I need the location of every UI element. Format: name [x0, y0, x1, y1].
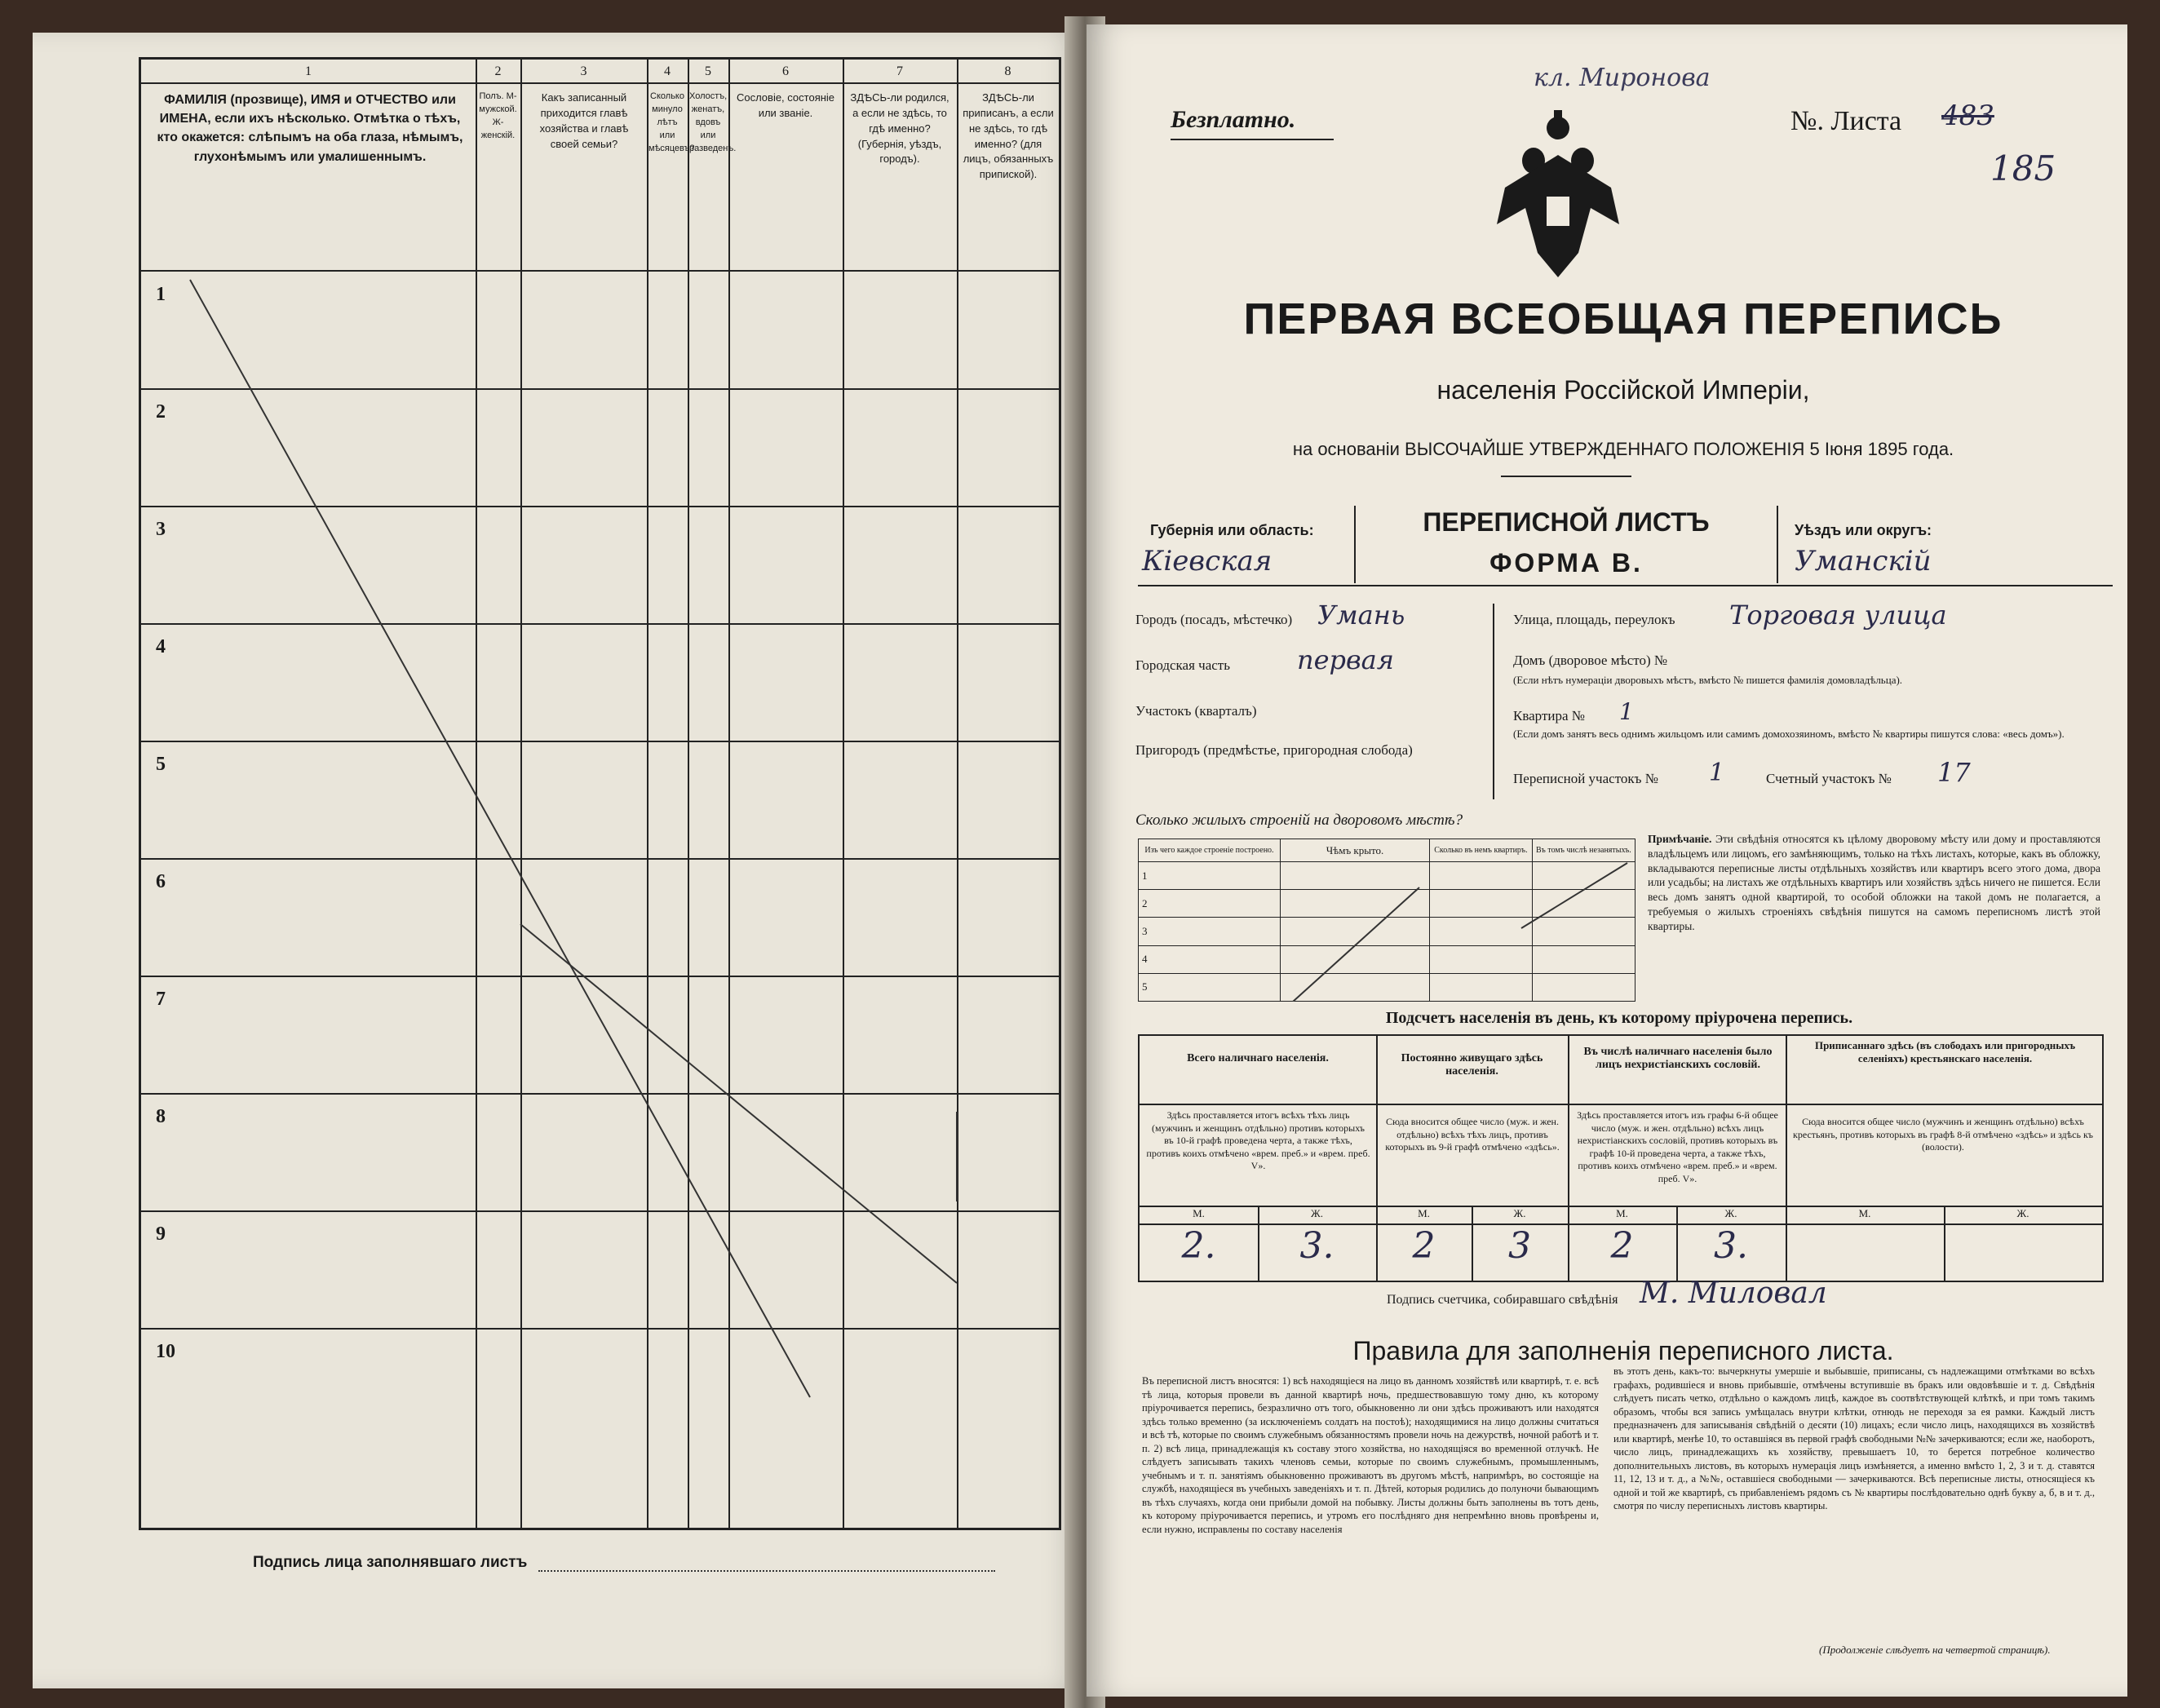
divider [1354, 506, 1356, 583]
free-label: Безплатно. [1171, 106, 1296, 133]
row-number-10: 10 [156, 1341, 175, 1362]
row-number-2: 2 [156, 401, 166, 423]
tally-value-non-christian-f: 3. [1714, 1225, 1748, 1267]
rules-title: Правила для заполненія переписного листа. [1352, 1336, 1894, 1365]
enumerator-signature: М. Миловал [1640, 1277, 1827, 1310]
buildings-label: Сколько жилыхъ строеній на дворовомъ мѣстѣ? [1135, 812, 1463, 829]
column-number-2: 2 [494, 64, 502, 78]
apartment-value: 1 [1619, 698, 1634, 725]
rules-continued: (Продолженіе слѣдуетъ на четвертой страницѣ). [1819, 1644, 2051, 1656]
buildings-row-3: 3 [1139, 918, 1281, 945]
note-title: Примѣчаніе. [1648, 833, 1712, 845]
tally-f-label-4: Ж. [2016, 1207, 2029, 1219]
column-header-age: Сколько минуло лѣтъ или мѣсяцевъ? [648, 91, 695, 153]
column-number-7: 7 [896, 64, 903, 78]
buildings-row-1: 1 [1139, 862, 1281, 890]
tally-sex-divider [1944, 1206, 1945, 1281]
row-number-7: 7 [156, 989, 166, 1010]
rules-column-2: въ этотъ день, какъ-то: вычеркнуты умершіе и выбывшіе, приписаны, съ надлежащими отмѣтками во всѣхъ графахъ, родившіеся и вновь прибывшіе, отмѣчены вступившіе въ бракъ или овдовѣвшіе и т. д. Свѣдѣнія слѣдуетъ писать четко, отдѣльно о каждомъ лицѣ, каждое въ соотвѣтствующей клѣткѣ, и при томъ такимъ образомъ, чтобы вся запись умѣщалась внутри клѣтки, отнюдь не переходя за ея рамки. Каждый листъ предназначенъ для записыванія свѣдѣній о десяти (10) лицахъ; если число лицъ, находящихся въ хозяйствѣ или квартирѣ, менѣе 10, то оставшіяся въ первой графѣ свободными №№ зачеркиваются; если же, наоборотъ, число лицъ, принадлежащихъ къ хозяйству, превышаетъ 10, то берется потребное количество дополнительныхъ листовъ, въ которыхъ нумерація лицъ измѣняется, а именно вмѣсто 1, 2, 3 и т. д. ставятся 11, 12, 13 и т. д., а №№, оставшіеся свободными — зачеркиваются. Всѣ переписные листы, относящіеся къ одной и той же квартирѣ, съ прибавленіемъ рядомъ съ № квартиры послѣдовательно однѣ букву а, б, в и т. д., смотря по числу переписныхъ листовъ квартиры. [1613, 1365, 2095, 1511]
tally-f-label-1: Ж. [1311, 1207, 1323, 1219]
tally-title: Подсчетъ населенія въ день, къ которому пріурочена перепись. [1385, 1009, 1853, 1027]
column-number-5: 5 [705, 64, 711, 78]
tally-f-label-2: Ж. [1513, 1207, 1526, 1219]
tally-header-non-christian: Въ числѣ наличнаго населенія было лицъ нехристіанскихъ сословій. [1583, 1046, 1773, 1071]
gubernia-value: Кіевская [1142, 545, 1273, 577]
row-number-9: 9 [156, 1223, 166, 1245]
imperial-eagle-emblem [1489, 110, 1627, 285]
location-band-bottom [1138, 585, 2113, 586]
column-header-relation: Какъ записанный приходится главѣ хозяйства и главѣ своей семьи? [539, 91, 629, 150]
census-section-label: Переписной участокъ № [1513, 771, 1658, 786]
tally-value-present-f: 3. [1299, 1225, 1335, 1267]
tally-note-peasant: Сюда вносится общее число (мужчинъ и женщинъ отдѣльно) всѣхъ крестьянъ, противъ которыхъ въ графѣ 8-й отмѣчено «здѣсь» и здѣсь къ (волости). [1793, 1116, 2093, 1153]
signature-label: Подпись лица заполнявшаго листъ [253, 1554, 528, 1571]
sheet-number-new: 185 [1990, 148, 2056, 188]
uezd-label: Уѣздъ или округъ: [1795, 522, 1932, 538]
buildings-strike-lines [1138, 839, 1635, 1002]
buildings-row-2: 2 [1139, 890, 1281, 918]
rules-column-1: Въ переписной листъ вносятся: 1) всѣ находящіеся на лицо въ данномъ хозяйствѣ или квартирѣ, т. е. всѣ тѣ лица, которыя провели въ данной квартирѣ ночь, предшествовавшую тому дню, къ которому пріурочивается перепись, безразлично отъ того, обыкновенно ли они здѣсь проживаютъ или находятся здѣсь только временно (за исключеніемъ солдатъ на постоѣ); находящимися на лицо должны считаться и всѣ тѣ, которые по своимъ служебнымъ обязанностямъ провели ночь на дежурствѣ, ночной работѣ и т. п. 2) всѣ лица, принадлежащія къ составу этого хозяйства, но находящіяся во временной отлучкѣ. Не слѣдуетъ записывать такихъ членовъ семьи, которые по своимъ служебнымъ, промышленнымъ, учебнымъ и т. п. занятіямъ обыкновенно проживаютъ въ другомъ мѣстѣ, напримѣръ, во состоящіе на службѣ, находящіеся въ учебныхъ заведеніяхъ и т. п. Дѣтей, которыя родились до полуночи бывающимъ въ тѣхъ случаяхъ, когда они прибыли домой на побывку. Листы должны быть заполнены въ тотъ день, къ которому пріурочивается перепись, и утромъ его послѣдняго дня непремѣнно вновь провѣрены и, если нужно, исправлены по составу населенія [1142, 1375, 1599, 1535]
suburb-label: Пригородъ (предмѣстье, пригородная слобода) [1135, 742, 1413, 758]
tally-divider [1786, 1036, 1787, 1281]
row-number-4: 4 [156, 636, 166, 657]
tally-value-permanent-f: 3 [1508, 1225, 1531, 1267]
row-number-3: 3 [156, 519, 166, 540]
buildings-row-4: 4 [1139, 945, 1281, 973]
document-title: ПЕРВАЯ ВСЕОБЩАЯ ПЕРЕПИСЬ [1243, 294, 2003, 343]
tally-note-present: Здѣсь проставляется итогъ всѣхъ тѣхъ лицъ (мужчинъ и женщинъ отдѣльно) противъ которыхъ въ 10-й графѣ проведена черта, а также тѣхъ, противъ коихъ отмѣчено «врем. преб.» и «врем. преб. V». [1146, 1109, 1370, 1172]
gubernia-label: Губернія или область: [1150, 522, 1314, 538]
divider [1493, 604, 1494, 799]
buildings-header-apartments: Сколько въ немъ квартиръ. [1430, 839, 1533, 862]
apartment-label: Квартира № [1513, 708, 1586, 723]
form-title-1: ПЕРЕПИСНОЙ ЛИСТЪ [1423, 507, 1710, 537]
street-value: Торговая улица [1729, 600, 1947, 631]
buildings-row-5: 5 [1139, 973, 1281, 1001]
signature-line [538, 1570, 995, 1572]
tally-note-permanent: Сюда вносится общее число (муж. и жен. отдѣльно) всѣхъ тѣхъ лицъ, противъ которыхъ въ 9-й графѣ отмѣчено «здѣсь». [1385, 1116, 1560, 1153]
tally-value-non-christian-m: 2 [1610, 1225, 1634, 1267]
column-header-birthplace: ЗДѢСЬ-ли родился, а если не здѣсь, то гдѣ именно? (Губернія, уѣздъ, городъ). [850, 91, 949, 166]
street-label: Улица, площадь, переулокъ [1513, 612, 1675, 627]
note-block [1648, 832, 2100, 934]
note-text: Эти свѣдѣнія относятся къ цѣлому дворовому мѣсту или дому и проставляются владѣльцемъ или лицомъ, его замѣняющимъ, только на тѣхъ листахъ, которые, какъ въ обложку, вкладываются переписные листы отдѣльныхъ хозяйствъ или квартиръ всего этого дома, двора или усадьбы; на листахъ же отдѣльныхъ квартиръ или хозяйствъ здѣсь ничего не пишется. Если весь домъ занятъ одной квартирой, то особой обложки на такой домъ не полагается, а требуемыя о жилыхъ строеніяхъ свѣдѣнія пишутся на самомъ переписномъ листѣ этой квартиры. [1648, 833, 2101, 932]
apartment-note: (Если домъ занятъ весь однимъ жильцомъ или самимъ домохозяиномъ, вмѣсто № квартиры пишутся слова: «весь домъ»). [1513, 728, 2065, 740]
count-section-value: 17 [1937, 757, 1971, 788]
free-underline [1171, 139, 1334, 140]
tally-m-label-3: М. [1616, 1207, 1628, 1219]
precinct-label: Участокъ (кварталъ) [1135, 703, 1257, 719]
tally-header-line [1140, 1104, 2102, 1105]
district-value: первая [1297, 644, 1394, 675]
form-title-2: ФОРМА В. [1489, 548, 1643, 577]
archive-note: кл. Миронова [1534, 64, 1711, 92]
column-number-6: 6 [782, 64, 789, 78]
sheet-number-label: №. Листа [1790, 106, 1902, 136]
column-number-8: 8 [1004, 64, 1011, 78]
column-header-registration: ЗДѢСЬ-ли приписанъ, а если не здѣсь, то гдѣ именно? (для лицъ, обязанныхъ припиской). [963, 91, 1054, 181]
census-table [139, 57, 1061, 1530]
city-value: Умань [1317, 600, 1405, 631]
column-header-name: ФАМИЛІЯ (прозвище), ИМЯ и ОТЧЕСТВО или ИМЕНА, если ихъ нѣсколько. Отмѣтка о тѣхъ, кто окажется: слѣпымъ на оба глаза, нѣмымъ, глухонѣмымъ или умалишеннымъ. [157, 93, 463, 164]
tally-value-present-m: 2. [1181, 1225, 1216, 1267]
divider [1777, 506, 1778, 583]
census-section-value: 1 [1709, 759, 1725, 787]
tally-header-peasant: Приписаннаго здѣсь (въ слободахъ или пригородныхъ селеніяхъ) крестьянскаго населенія. [1814, 1039, 2076, 1064]
district-label: Городская часть [1135, 657, 1230, 673]
buildings-header-material: Изъ чего каждое строеніе построено. [1139, 839, 1281, 862]
column-number-4: 4 [664, 64, 671, 78]
uezd-value: Уманскій [1795, 545, 1932, 577]
row-number-5: 5 [156, 754, 166, 775]
row-number-1: 1 [156, 284, 166, 305]
basis-underline [1501, 476, 1631, 477]
tally-header-present: Всего наличнаго населенія. [1187, 1052, 1329, 1064]
tally-m-label-4: М. [1858, 1207, 1871, 1219]
sheet-number-struck: 483 [1941, 100, 1994, 132]
strike-through-lines [141, 60, 1059, 1528]
document-basis: на основаніи ВЫСОЧАЙШЕ УТВЕРЖДЕННАГО ПОЛОЖЕНІЯ 5 Іюня 1895 года. [1292, 439, 1954, 459]
enumerator-label: Подпись счетчика, собиравшаго свѣдѣнія [1387, 1293, 1618, 1307]
house-label: Домъ (дворовое мѣсто) № [1513, 653, 1668, 668]
document-subtitle: населенія Россійской Имперіи, [1436, 375, 1810, 405]
column-header-sex: Полъ. М-мужской. Ж-женскій. [479, 91, 517, 140]
column-number-1: 1 [305, 64, 312, 78]
tally-table [1138, 1034, 2104, 1282]
tally-note-non-christian: Здѣсь проставляется итогъ изъ графы 6-й общее число (муж. и жен. отдѣльно) всѣхъ лицъ нехристіанскихъ сословій, противъ которыхъ въ графѣ 10-й проведена черта, а также тѣхъ, противъ коихъ отмѣчено «врем. преб.» и «врем. преб. V». [1577, 1109, 1778, 1184]
count-section-label: Счетный участокъ № [1766, 771, 1892, 786]
column-header-marital: Холостъ, женатъ, вдовъ или разведенъ. [689, 91, 737, 153]
tally-m-label-2: М. [1418, 1207, 1430, 1219]
tally-m-label-1: М. [1193, 1207, 1205, 1219]
column-header-estate: Сословіе, состояніе или званіе. [736, 91, 835, 119]
column-number-3: 3 [580, 64, 587, 78]
city-label: Городъ (посадъ, мѣстечко) [1135, 612, 1293, 627]
row-number-6: 6 [156, 871, 166, 892]
tally-value-permanent-m: 2 [1412, 1225, 1436, 1267]
house-note: (Если нѣтъ нумераціи дворовыхъ мѣстъ, вмѣсто № пишется фамилія домовладѣльца). [1513, 674, 1903, 686]
row-number-8: 8 [156, 1106, 166, 1127]
tally-f-label-3: Ж. [1724, 1207, 1737, 1219]
tally-header-permanent: Постоянно живущаго здѣсь населенія. [1401, 1052, 1543, 1077]
buildings-header-roof: Чѣмъ крыто. [1280, 839, 1429, 862]
buildings-header-vacant: Въ томъ числѣ незанятыхъ. [1532, 839, 1635, 862]
